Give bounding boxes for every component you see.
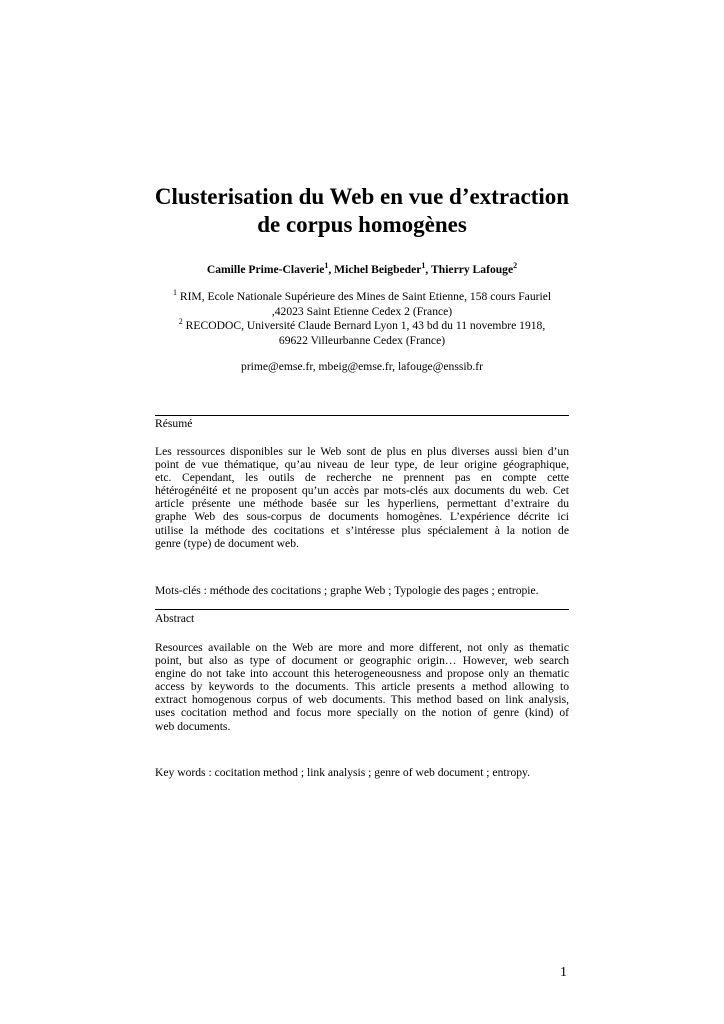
resume-line: utilise la méthode des cocitations et s’intéresse plus spécialement à la notion de [155,523,569,537]
abstract-keywords: Key words : cocitation method ; link analysis ; genre of web document ; entropy. [155,766,530,779]
affiliation-2-line-2: 69622 Villeurbanne Cedex (France) [278,333,446,347]
affiliation-1-line-2: ,42023 Saint Etienne Cedex 2 (France) [271,304,453,318]
resume-line: genre (type) de document web. [155,536,299,550]
abstract-body [155,641,569,733]
resume-line: article présente une méthode basée sur les hyperliens, permettant d’extraire du [155,497,569,511]
author-list [100,262,624,278]
author-name: Michel Beigbeder [334,263,422,276]
affiliation-2-line-1: $^2$ RECODOC, Université Claude Bernard Lyon 1, 43 bd du 11 novembre 1918, [178,317,546,332]
abstract-line: uses cocitation method and focus more specially on the notion of genre (kind) of [155,706,569,720]
resume-heading: Résumé [155,417,193,430]
title-line-2: de corpus homogènes [257,212,467,237]
affiliations [100,290,624,348]
resume-keywords: Mots-clés : méthode des cocitations ; graphe Web ; Typologie des pages ; entropie. [155,584,539,597]
title-line-1: Clusterisation du Web en vue d’extraction [154,184,570,209]
section-divider [155,415,569,416]
abstract-line: Resources available on the Web are more and more different, not only as thematic [155,641,569,654]
affiliation-1-marker: 1 [172,288,177,297]
author-name: Camille Prime-Claverie [206,263,325,276]
abstract-line: point, but also as type of document or geographic origin… However, web search [155,654,569,668]
section-divider [155,609,569,610]
affiliation-1-line-1: $^1$ RIM, Ecole Nationale Supérieure des Mines de Saint Etienne, 158 cours Fauriel [172,288,552,303]
resume-line: hétérogénéité et ne proposent qu’un accès par mots-clés aux documents du web. Cet [155,484,569,498]
author-name: Thierry Lafouge [431,263,514,276]
abstract-heading: Abstract [155,612,195,625]
author-affiliation-marker: 2 [513,261,518,270]
abstract-line: extract homogenous corpus of web documents. This method based on link analysis, [155,693,569,707]
resume-line: graphe Web des sous-corpus de documents homogènes. L’expérience décrite ici [155,510,569,524]
page-number: 1 [560,965,567,980]
abstract-line: access by keywords to the documents. This article presents a method allowing to [155,680,569,694]
author-affiliation-marker: 1 [324,261,329,270]
abstract-line: web documents. [155,719,231,733]
resume-line: Les ressources disponibles sur le Web sont de plus en plus diverses aussi bien d’un [155,445,569,458]
author-separator: , [425,263,432,276]
resume-line: etc. Cependant, les outils de recherche ne prennent pas en compte cette [155,471,569,485]
author-separator: , [328,263,335,276]
author-affiliation-marker: 1 [421,261,426,270]
author-emails: prime@emse.fr, mbeig@emse.fr, lafouge@enssib.fr [241,360,483,373]
abstract-line: engine do not take into account this heterogeneousness and propose only an thematic [155,667,569,681]
resume-body [155,445,569,550]
affiliation-2-marker: 2 [178,317,183,326]
resume-line: point de vue thématique, qu’au niveau de leur type, de leur origine géographique, [155,458,569,472]
paper-title [100,183,624,239]
